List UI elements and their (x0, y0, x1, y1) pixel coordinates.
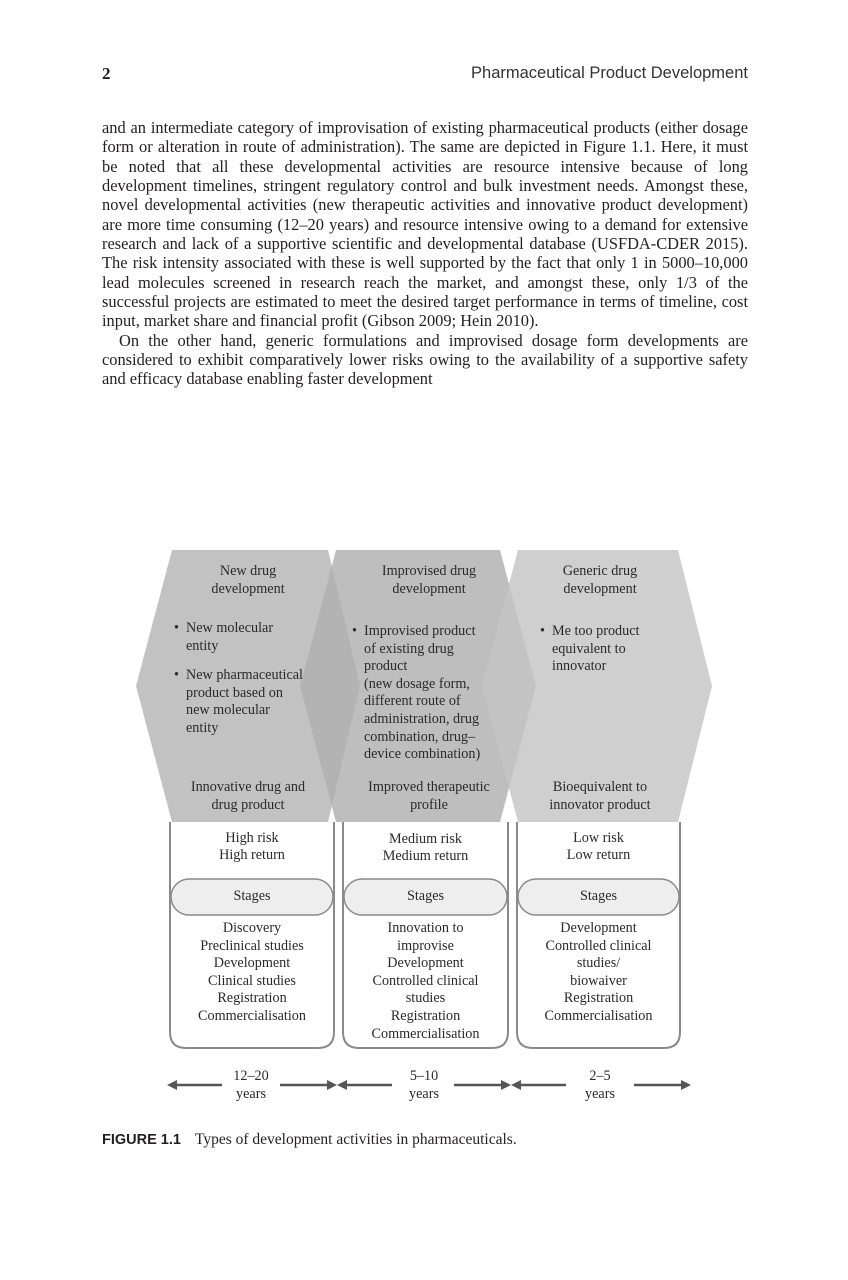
stages-label: Stages (579, 888, 618, 904)
text-line: 5–10 (409, 1068, 439, 1084)
text-line: Bioequivalent to (552, 779, 648, 795)
text-line: 2–5 (589, 1068, 611, 1084)
bullet-item (352, 623, 512, 764)
stage-item: Development (387, 955, 464, 972)
stage-item: studies/ (576, 955, 621, 972)
text-line: New drug (219, 563, 277, 579)
stages-list (517, 920, 680, 1026)
risk-return-low (517, 830, 680, 865)
text-line: Low risk (573, 830, 624, 846)
stage-item: Registration (217, 990, 287, 1007)
text-line: product (364, 658, 408, 675)
running-title: Pharmaceutical Product Development (471, 64, 748, 82)
stage-item: Commercialisation (544, 1007, 653, 1024)
text-line: development (392, 580, 466, 597)
column-generic-drug-bullets (540, 623, 690, 688)
stage-item: improvise (397, 937, 454, 954)
page-number: 2 (102, 64, 111, 83)
text-line: Improvised drug (381, 563, 477, 579)
stage-item: Clinical studies (208, 972, 296, 989)
stage-item: Registration (390, 1007, 461, 1024)
text-line: years (409, 1085, 439, 1102)
column-generic-drug-title (518, 563, 682, 598)
text-line: product based on (186, 684, 283, 701)
stage-item: Discovery (222, 920, 282, 936)
stage-item: Controlled clinical (545, 937, 652, 954)
stage-item: Registration (563, 990, 634, 1007)
paragraph: On the other hand, generic formulations and improvised dosage form developments are considered to exhibit comparatively lower risks owing to the availability of a supportive safety and efficacy database enabling faster development (102, 330, 748, 389)
stages-label: Stages (406, 888, 445, 904)
text-line: of existing drug (364, 640, 454, 657)
bullet-item (540, 623, 690, 676)
text-line: High risk (225, 830, 279, 846)
text-line: Medium risk (389, 831, 462, 847)
bullet-dot: • (174, 667, 179, 684)
text-line: device combination) (364, 746, 481, 763)
paragraph: and an intermediate category of improvisation of existing pharmaceutical products (either dosage form or alteration in route of administration). The same are depicted in Figure 1.1. Here, it must be noted that all these developmental activities are resource intensive because of long development timelines, stringent regulatory control and bulk investment needs. Amongst these, novel developmental activities (new therapeutic activities and innovative product development) are more time consuming (12–20 years) and resource intensive owing to a demand for extensive research and lack of a supportive scientific and developmental database (USFDA-CDER 2015). The risk intensity associated with these is well supported by the fact that only 1 in 5000–10,000 lead molecules screened in research reach the market, and amongst these, only 1/3 of the successful projects are estimated to meet the desired target performance in terms of timeline, cost input, market share and financial profit (Gibson 2009; Hein 2010). (102, 118, 748, 331)
column-generic-drug-outcome (518, 779, 682, 814)
bullet-dot: • (540, 623, 545, 639)
stages-label: Stages (233, 888, 271, 904)
text-line: years (236, 1085, 266, 1102)
risk-return-high (170, 830, 334, 865)
text-line: development (211, 580, 285, 597)
text-line: 12–20 (233, 1068, 269, 1084)
bullet-dot: • (174, 620, 179, 636)
figure-caption (102, 1131, 517, 1149)
text-line: Improved therapeutic (368, 779, 490, 795)
text-line: years (585, 1085, 615, 1102)
text-line: combination, drug– (364, 728, 476, 745)
stages-list (170, 920, 334, 1026)
stages-list (343, 920, 508, 1043)
text-line: equivalent to (552, 640, 626, 657)
text-line: administration, drug (364, 710, 480, 727)
text-line: New pharmaceutical (186, 667, 303, 684)
stage-item: Development (213, 955, 291, 972)
duration-improvised-drug (394, 1068, 454, 1103)
stage-item: studies (405, 990, 446, 1007)
duration-generic-drug (570, 1068, 630, 1103)
text-line: entity (186, 719, 219, 736)
text-line: High return (219, 847, 285, 864)
text-line: New molecular (186, 620, 274, 636)
bullet-dot: • (352, 623, 357, 639)
stage-item: Controlled clinical (372, 972, 479, 989)
column-new-drug-bullets (174, 620, 334, 750)
text-line: Improvised product (364, 623, 476, 639)
text-line: Medium return (382, 848, 469, 865)
stage-item: Preclinical studies (200, 937, 304, 954)
stage-item: Commercialisation (198, 1007, 306, 1024)
stage-item: Development (560, 920, 637, 936)
text-line: profile (410, 796, 448, 813)
text-line: (new dosage form, (364, 675, 470, 692)
risk-return-medium (343, 831, 508, 866)
text-line: entity (186, 637, 219, 654)
text-line: Me too product (552, 623, 640, 639)
text-line: drug product (211, 796, 285, 813)
caption-text: Types of development activities in pharmaceuticals. (194, 1131, 517, 1148)
text-line: new molecular (186, 702, 270, 719)
text-line: different route of (364, 693, 461, 710)
bullet-item (174, 667, 334, 737)
figure-label: FIGURE 1.1 (102, 1132, 181, 1148)
text-line: innovator product (549, 796, 651, 813)
bullet-item (174, 620, 334, 655)
text-line: innovator (552, 658, 607, 675)
text-line: Low return (566, 847, 631, 864)
stage-item: Innovation to (387, 920, 464, 936)
text-line: development (563, 580, 637, 597)
text-line: Generic drug (562, 563, 638, 579)
column-new-drug-title (168, 563, 328, 598)
text-line: Innovative drug and (190, 779, 306, 795)
duration-new-drug (220, 1068, 282, 1103)
column-improvised-drug-title (344, 563, 514, 598)
column-improvised-drug-bullets (352, 623, 512, 776)
column-new-drug-outcome (168, 779, 328, 814)
stage-item: Commercialisation (371, 1025, 480, 1042)
column-improvised-drug-outcome (344, 779, 514, 814)
stage-item: biowaiver (570, 972, 627, 989)
